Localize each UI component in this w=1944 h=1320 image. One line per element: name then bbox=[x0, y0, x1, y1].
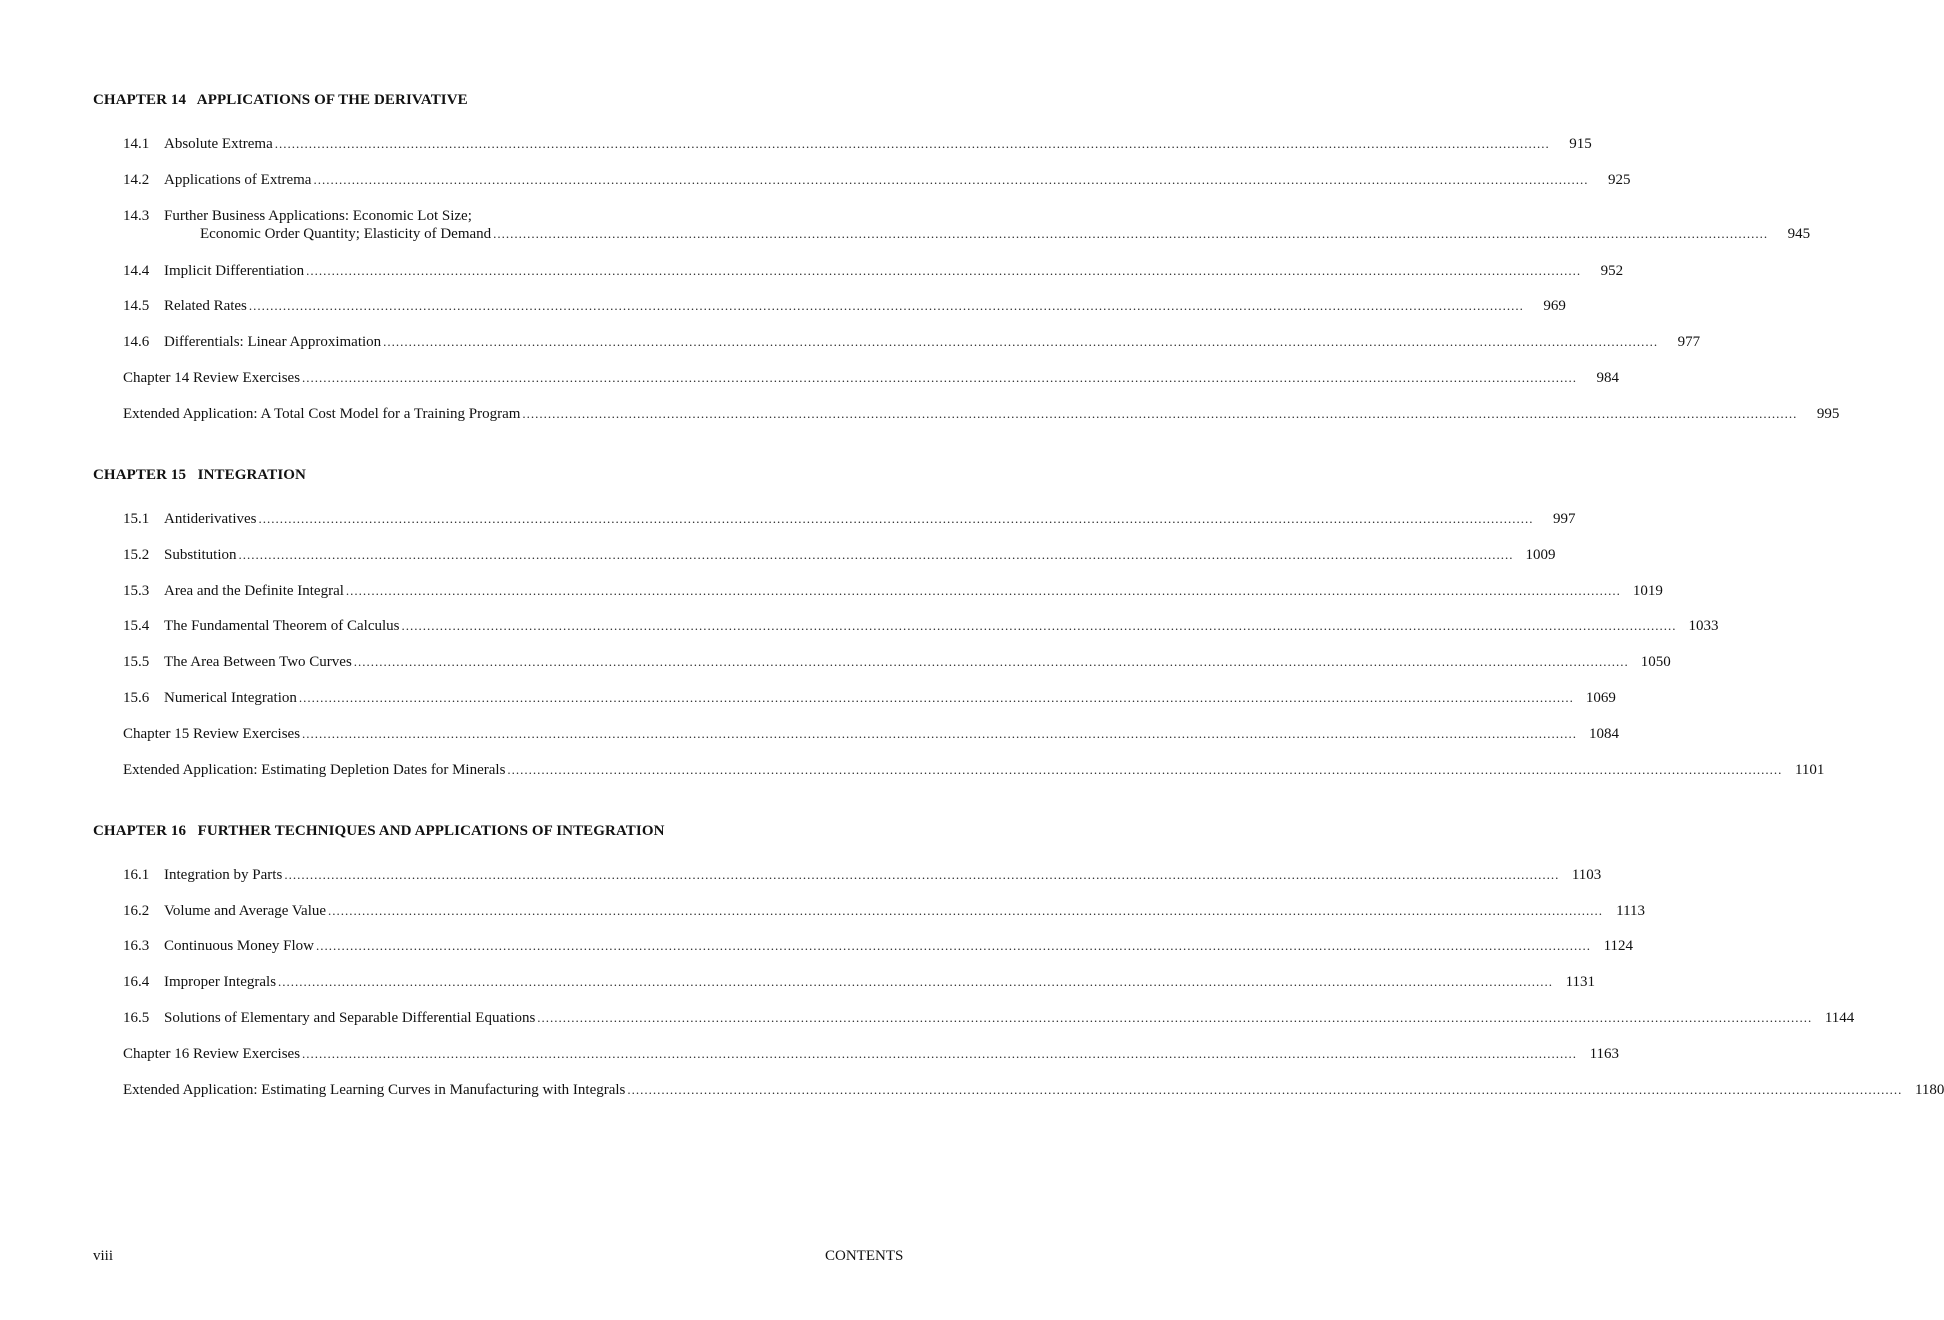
section-title: The Fundamental Theorem of Calculus bbox=[164, 618, 400, 634]
toc-entry bbox=[123, 866, 1602, 884]
section-title: Extended Application: Estimating Learning Curves in Manufacturing with Integrals bbox=[123, 1082, 626, 1098]
page-number: 952 bbox=[1600, 263, 1624, 279]
section-title: Integration by Parts bbox=[164, 867, 283, 883]
section-title-line-1: Further Business Applications: Economic Lot Size; bbox=[164, 208, 472, 224]
section-title: Substitution bbox=[164, 547, 237, 563]
page-number: 1019 bbox=[1632, 583, 1663, 599]
toc-entry-extended-application bbox=[123, 761, 1825, 779]
section-number: 15.3 bbox=[123, 583, 150, 599]
leader-dots: ............................................................................................................................................................................................................................................................................................................ bbox=[313, 172, 1589, 187]
section-title-line-2: Economic Order Quantity; Elasticity of Demand bbox=[200, 226, 492, 242]
chapter-title: CHAPTER 16 FURTHER TECHNIQUES AND APPLICATIONS OF INTEGRATION bbox=[93, 823, 665, 839]
leader-dots: ............................................................................................................................................................................................................................................................................................................ bbox=[316, 938, 1592, 953]
page-number: 1131 bbox=[1565, 974, 1596, 990]
toc-entry-review bbox=[123, 369, 1620, 387]
section-number: 16.2 bbox=[123, 903, 150, 919]
chapter-title: CHAPTER 14 APPLICATIONS OF THE DERIVATIVE bbox=[93, 92, 468, 108]
page-number: 1144 bbox=[1824, 1010, 1855, 1026]
leader-dots: ............................................................................................................................................................................................................................................................................................................ bbox=[522, 406, 1798, 421]
page-number: 1069 bbox=[1585, 690, 1616, 706]
page-number: 1180 bbox=[1914, 1082, 1944, 1098]
section-number: 14.5 bbox=[123, 298, 150, 314]
leader-dots: ............................................................................................................................................................................................................................................................................................................ bbox=[298, 690, 1574, 705]
leader-dots: ............................................................................................................................................................................................................................................................................................................ bbox=[537, 1010, 1813, 1025]
footer-page-number: viii bbox=[93, 1248, 114, 1264]
toc-entry-extended-application bbox=[123, 1081, 1944, 1099]
page-number: 915 bbox=[1569, 136, 1592, 152]
section-title: Related Rates bbox=[164, 298, 247, 314]
leader-dots: ............................................................................................................................................................................................................................................................................................................ bbox=[238, 547, 1514, 562]
page-number: 997 bbox=[1552, 511, 1576, 527]
section-number: 16.3 bbox=[123, 938, 150, 954]
leader-dots: ............................................................................................................................................................................................................................................................................................................ bbox=[306, 263, 1582, 278]
toc-entry bbox=[123, 546, 1556, 564]
toc-entry bbox=[123, 617, 1719, 635]
leader-dots: ............................................................................................................................................................................................................................................................................................................ bbox=[507, 762, 1783, 777]
page-number: 1033 bbox=[1688, 618, 1719, 634]
page-number: 995 bbox=[1816, 406, 1840, 422]
page-number: 1101 bbox=[1794, 762, 1825, 778]
toc-entry bbox=[123, 973, 1596, 991]
toc-entry bbox=[123, 689, 1616, 707]
section-number: 14.6 bbox=[123, 334, 150, 350]
section-title: Differentials: Linear Approximation bbox=[164, 334, 382, 350]
page-number: 1009 bbox=[1525, 547, 1556, 563]
leader-dots: ............................................................................................................................................................................................................................................................................................................ bbox=[401, 618, 1677, 633]
toc-entry-review bbox=[123, 1045, 1620, 1063]
section-title: Extended Application: Estimating Depletion Dates for Minerals bbox=[123, 762, 506, 778]
page-number: 1124 bbox=[1603, 938, 1634, 954]
leader-dots: ............................................................................................................................................................................................................................................................................................................ bbox=[284, 867, 1560, 882]
leader-dots: ............................................................................................................................................................................................................................................................................................................ bbox=[328, 903, 1604, 918]
page-number: 945 bbox=[1787, 226, 1811, 242]
chapter-title: CHAPTER 15 INTEGRATION bbox=[93, 467, 306, 483]
toc-entry bbox=[123, 262, 1624, 280]
toc-entry bbox=[123, 1009, 1855, 1027]
page-number: 1084 bbox=[1589, 726, 1620, 742]
section-title: Chapter 16 Review Exercises bbox=[123, 1046, 301, 1062]
toc-entry bbox=[123, 135, 1592, 153]
section-number: 15.1 bbox=[123, 511, 150, 527]
section-title: Antiderivatives bbox=[164, 511, 257, 527]
section-number: 14.3 bbox=[123, 208, 150, 224]
leader-dots: ............................................................................................................................................................................................................................................................................................................ bbox=[383, 334, 1659, 349]
leader-dots: ............................................................................................................................................................................................................................................................................................................ bbox=[345, 583, 1621, 598]
section-title: Absolute Extrema bbox=[164, 136, 273, 152]
section-title: Area and the Definite Integral bbox=[164, 583, 344, 599]
section-number: 15.5 bbox=[123, 654, 150, 670]
section-title: Volume and Average Value bbox=[164, 903, 327, 919]
section-title: The Area Between Two Curves bbox=[164, 654, 352, 670]
page-number: 1103 bbox=[1571, 867, 1602, 883]
toc-entry bbox=[123, 510, 1576, 528]
page-number: 1163 bbox=[1589, 1046, 1620, 1062]
toc-entry bbox=[123, 207, 1811, 243]
leader-dots: ............................................................................................................................................................................................................................................................................................................ bbox=[493, 226, 1769, 241]
page-number: 925 bbox=[1607, 172, 1631, 188]
section-number: 16.4 bbox=[123, 974, 150, 990]
section-title: Continuous Money Flow bbox=[164, 938, 315, 954]
toc-entry bbox=[123, 902, 1646, 920]
section-number: 14.2 bbox=[123, 172, 150, 188]
page-number: 977 bbox=[1677, 334, 1701, 350]
section-title: Implicit Differentiation bbox=[164, 263, 305, 279]
section-title: Extended Application: A Total Cost Model for a Training Program bbox=[123, 406, 521, 422]
section-number: 14.4 bbox=[123, 263, 150, 279]
section-number: 16.5 bbox=[123, 1010, 150, 1026]
leader-dots: ............................................................................................................................................................................................................................................................................................................ bbox=[302, 726, 1578, 741]
section-number: 14.1 bbox=[123, 136, 150, 152]
leader-dots: ............................................................................................................................................................................................................................................................................................................ bbox=[258, 511, 1534, 526]
page-number: 984 bbox=[1596, 370, 1620, 386]
leader-dots: ............................................................................................................................................................................................................................................................................................................ bbox=[353, 654, 1629, 669]
leader-dots: ............................................................................................................................................................................................................................................................................................................ bbox=[274, 136, 1550, 151]
toc-entry-extended-application bbox=[123, 405, 1840, 423]
toc-entry bbox=[123, 582, 1663, 600]
toc-entry bbox=[123, 653, 1671, 671]
leader-dots: ............................................................................................................................................................................................................................................................................................................ bbox=[302, 1046, 1578, 1061]
section-number: 15.6 bbox=[123, 690, 150, 706]
leader-dots: ............................................................................................................................................................................................................................................................................................................ bbox=[627, 1082, 1903, 1097]
toc-entry-review bbox=[123, 725, 1620, 743]
footer-running-title: CONTENTS bbox=[825, 1248, 904, 1264]
page-number: 969 bbox=[1543, 298, 1566, 314]
section-title: Improper Integrals bbox=[164, 974, 277, 990]
section-title: Solutions of Elementary and Separable Differential Equations bbox=[164, 1010, 536, 1026]
section-number: 16.1 bbox=[123, 867, 150, 883]
page-number: 1113 bbox=[1616, 903, 1646, 919]
page-number: 1050 bbox=[1640, 654, 1671, 670]
leader-dots: ............................................................................................................................................................................................................................................................................................................ bbox=[302, 370, 1578, 385]
section-title: Applications of Extrema bbox=[164, 172, 312, 188]
section-number: 15.2 bbox=[123, 547, 150, 563]
toc-entry bbox=[123, 937, 1634, 955]
toc-entry bbox=[123, 297, 1566, 315]
section-title: Chapter 14 Review Exercises bbox=[123, 370, 301, 386]
toc-entry bbox=[123, 333, 1701, 351]
section-title: Numerical Integration bbox=[164, 690, 297, 706]
leader-dots: ............................................................................................................................................................................................................................................................................................................ bbox=[278, 974, 1554, 989]
toc-entry bbox=[123, 171, 1631, 189]
section-title: Chapter 15 Review Exercises bbox=[123, 726, 301, 742]
section-number: 15.4 bbox=[123, 618, 150, 634]
leader-dots: ............................................................................................................................................................................................................................................................................................................ bbox=[248, 298, 1524, 313]
section-title bbox=[164, 207, 491, 243]
